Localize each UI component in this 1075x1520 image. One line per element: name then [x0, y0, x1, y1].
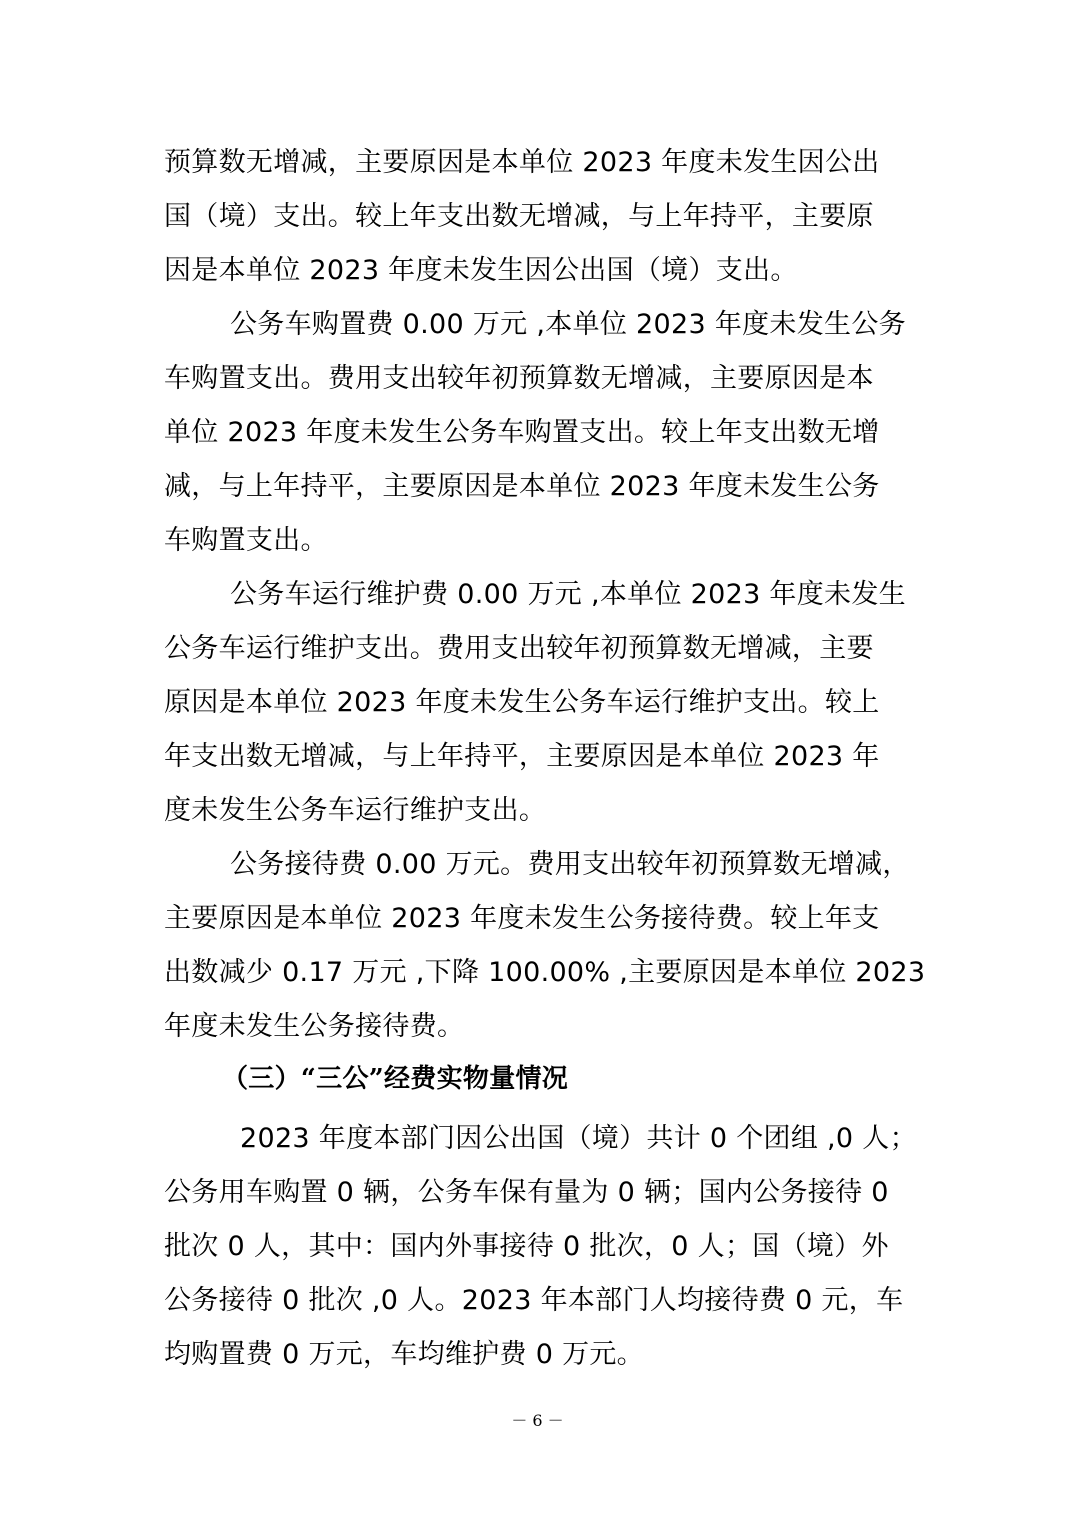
body-line: 公务用车购置 0 辆，公务车保有量为 0 辆；国内公务接待 0: [164, 1177, 889, 1208]
body-line: 均购置费 0 万元，车均维护费 0 万元。: [164, 1339, 644, 1370]
body-line: 出数减少 0.17 万元 ,下降 100.00% ,主要原因是本单位 2023: [164, 957, 926, 988]
body-line: 因是本单位 2023 年度未发生因公出国（境）支出。: [164, 255, 798, 286]
body-line: 公务接待 0 批次 ,0 人。2023 年本部门人均接待费 0 元，车: [164, 1285, 904, 1316]
body-line: 年支出数无增减，与上年持平，主要原因是本单位 2023 年: [164, 741, 880, 772]
body-line: 公务车运行维护支出。费用支出较年初预算数无增减，主要: [164, 633, 874, 664]
body-line: 批次 0 人，其中：国内外事接待 0 批次，0 人；国（境）外: [164, 1231, 889, 1262]
paragraph-start-line: 公务接待费 0.00 万元。费用支出较年初预算数无增减，: [230, 849, 910, 880]
page-number: － 6 －: [511, 1411, 564, 1430]
body-line: 单位 2023 年度未发生公务车购置支出。较上年支出数无增: [164, 417, 880, 448]
section-heading: （三）“三公”经费实物量情况: [222, 1064, 569, 1094]
body-line: 减，与上年持平，主要原因是本单位 2023 年度未发生公务: [164, 471, 880, 502]
body-line: 度未发生公务车运行维护支出。: [164, 795, 547, 826]
paragraph-start-line: 公务车运行维护费 0.00 万元 ,本单位 2023 年度未发生: [230, 579, 906, 610]
body-line: 车购置支出。: [164, 525, 328, 556]
body-line: 原因是本单位 2023 年度未发生公务车运行维护支出。较上: [164, 687, 880, 718]
body-line: 预算数无增减，主要原因是本单位 2023 年度未发生因公出: [164, 147, 880, 178]
paragraph-start-line: 公务车购置费 0.00 万元 ,本单位 2023 年度未发生公务: [230, 309, 906, 340]
body-line: 年度未发生公务接待费。: [164, 1011, 465, 1042]
body-line: 车购置支出。费用支出较年初预算数无增减，主要原因是本: [164, 363, 874, 394]
body-line: 国（境）支出。较上年支出数无增减，与上年持平，主要原: [164, 201, 874, 232]
body-line: 主要原因是本单位 2023 年度未发生公务接待费。较上年支: [164, 903, 880, 934]
paragraph-start-line: 2023 年度本部门因公出国（境）共计 0 个团组 ,0 人；: [240, 1123, 917, 1154]
